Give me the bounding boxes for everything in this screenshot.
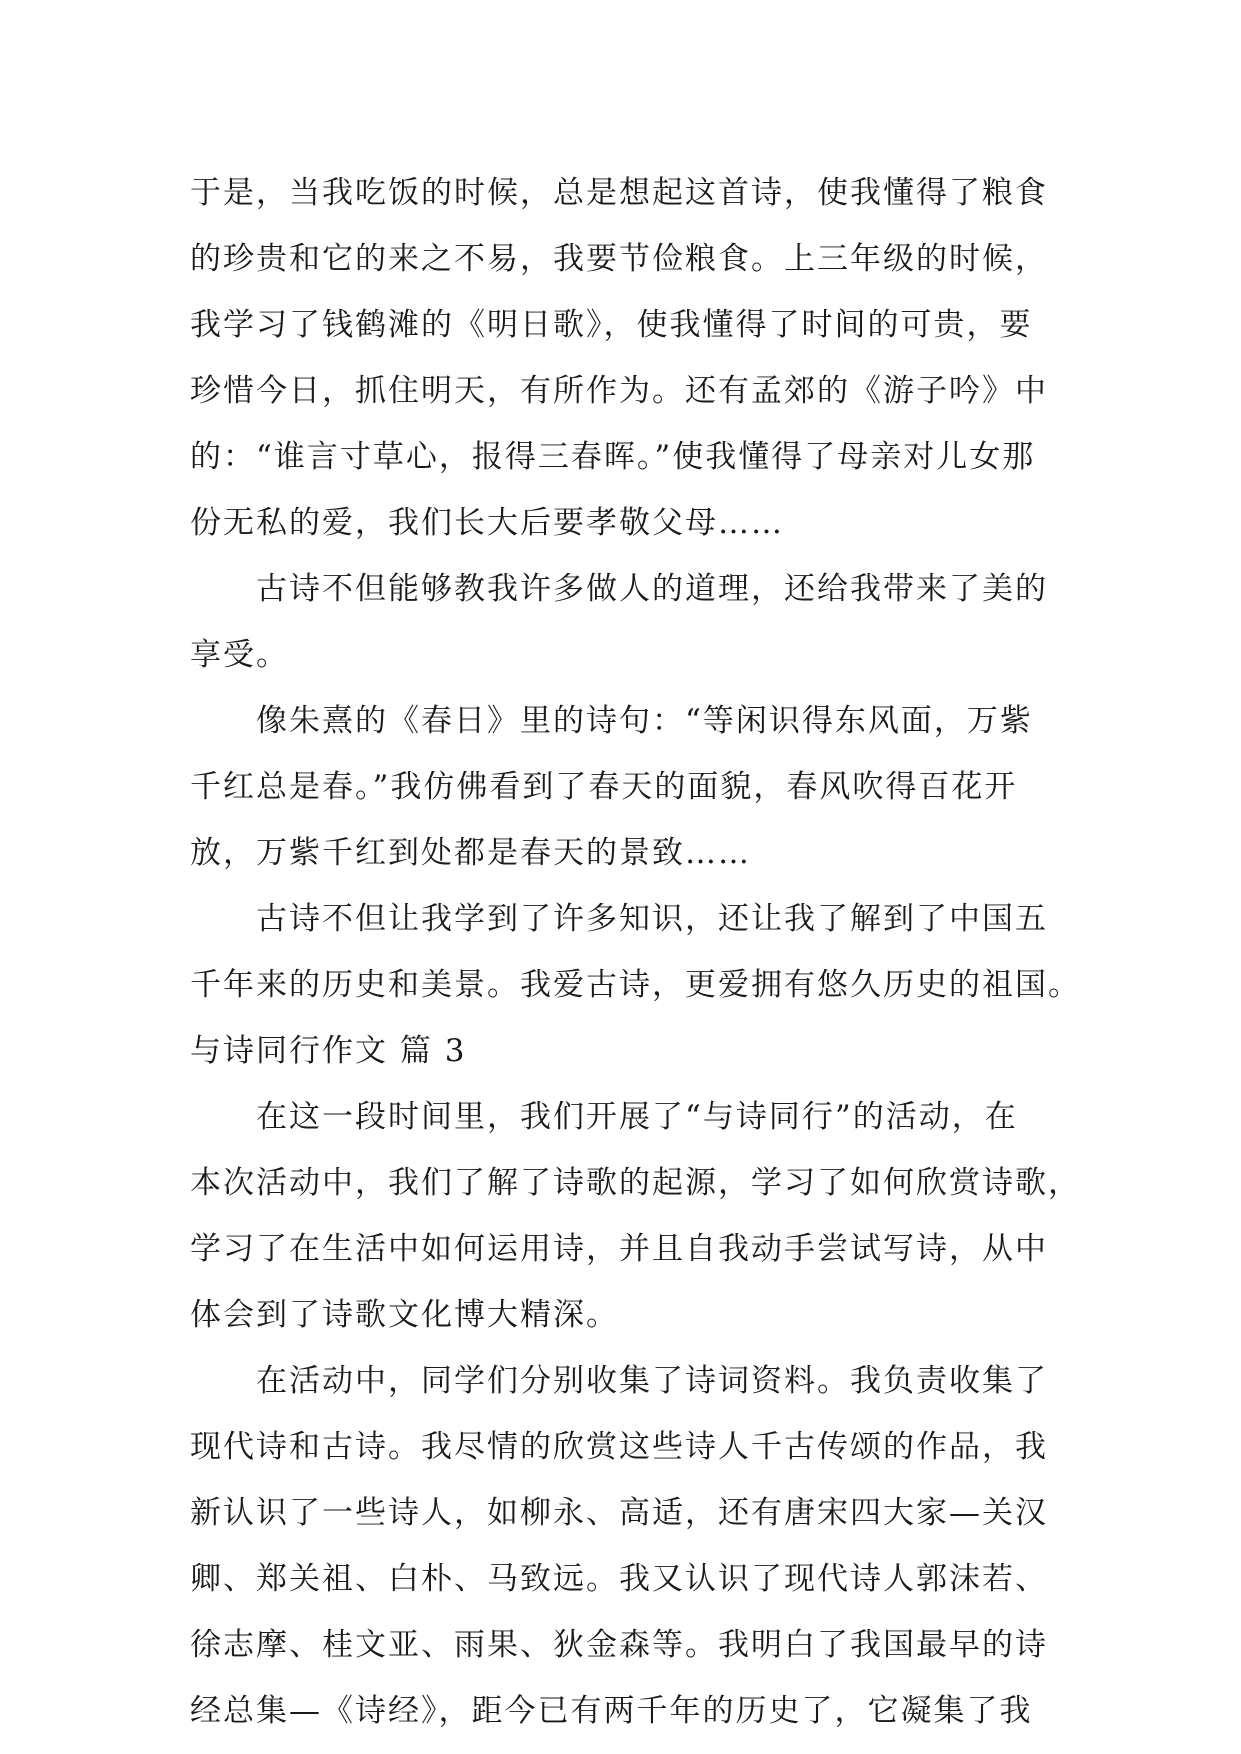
text-line: 与诗同行作文 篇 3 bbox=[190, 1033, 467, 1069]
text-line: 的珍贵和它的来之不易，我要节俭粮食。上三年级的时候， bbox=[190, 241, 1048, 277]
text-line: 的：“谁言寸草心，报得三春晖。”使我懂得了母亲对儿女那 bbox=[190, 439, 1036, 475]
text-line: 千年来的历史和美景。我爱古诗，更爱拥有悠久历史的祖国。 bbox=[190, 967, 1081, 1003]
text-line: 像朱熹的《春日》里的诗句：“等闲识得东风面，万紫 bbox=[256, 703, 1033, 739]
text-line: 于是，当我吃饭的时候，总是想起这首诗，使我懂得了粮食 bbox=[190, 175, 1048, 211]
text-line: 新认识了一些诗人，如柳永、高适，还有唐宋四大家—关汉 bbox=[190, 1495, 1048, 1531]
text-line: 享受。 bbox=[190, 637, 289, 673]
text-line: 本次活动中，我们了解了诗歌的起源，学习了如何欣赏诗歌， bbox=[190, 1165, 1081, 1201]
text-line: 古诗不但让我学到了许多知识，还让我了解到了中国五 bbox=[256, 901, 1048, 937]
text-line: 我学习了钱鹤滩的《明日歌》，使我懂得了时间的可贵，要 bbox=[190, 307, 1033, 343]
text-line: 徐志摩、桂文亚、雨果、狄金森等。我明白了我国最早的诗 bbox=[190, 1627, 1048, 1663]
text-line: 古诗不但能够教我许多做人的道理，还给我带来了美的 bbox=[256, 571, 1048, 607]
text-line: 学习了在生活中如何运用诗，并且自我动手尝试写诗，从中 bbox=[190, 1231, 1048, 1267]
text-line: 现代诗和古诗。我尽情的欣赏这些诗人千古传颂的作品，我 bbox=[190, 1429, 1048, 1465]
text-line: 份无私的爱，我们长大后要孝敬父母…… bbox=[190, 505, 784, 541]
text-line: 珍惜今日，抓住明天，有所作为。还有孟郊的《游子吟》中 bbox=[190, 373, 1048, 409]
text-line: 千红总是春。”我仿佛看到了春天的面貌，春风吹得百花开 bbox=[190, 769, 1018, 805]
text-line: 放，万紫千红到处都是春天的景致…… bbox=[190, 835, 751, 871]
text-line: 卿、郑关祖、白朴、马致远。我又认识了现代诗人郭沫若、 bbox=[190, 1561, 1048, 1597]
body-text bbox=[190, 160, 1081, 1744]
text-line: 经总集—《诗经》，距今已有两千年的历史了，它凝集了我 bbox=[190, 1693, 1033, 1729]
text-line: 在活动中，同学们分别收集了诗词资料。我负责收集了 bbox=[256, 1363, 1048, 1399]
text-line: 在这一段时间里，我们开展了“与诗同行”的活动，在 bbox=[256, 1099, 1018, 1135]
text-line: 体会到了诗歌文化博大精深。 bbox=[190, 1297, 619, 1333]
